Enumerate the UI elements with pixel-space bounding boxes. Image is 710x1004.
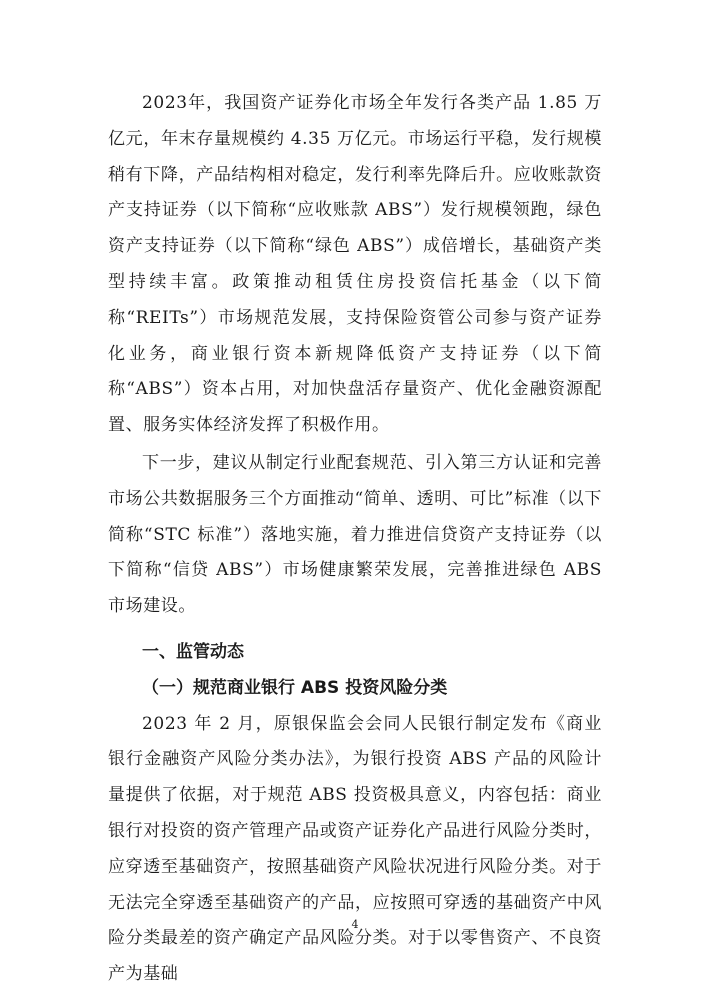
section-heading-regulatory: 一、监管动态 — [142, 641, 244, 662]
paragraph-next-steps: 下一步，建议从制定行业配套规范、引入第三方认证和完善市场公共数据服务三个方面推动“简单、透明、可比”标准（以下简称“STC 标准”）落地实施，着力推进信贷资产支持证券（以下简称“信贷 ABS”）市场健康繁荣发展，完善推进绿色 ABS 市场建设。 — [108, 452, 602, 617]
paragraph-risk-classification: 2023 年 2 月，原银保监会会同人民银行制定发布《商业银行金融资产风险分类办法》，为银行投资 ABS 产品的风险计量提供了依据，对于规范 ABS 投资极具意义，内容包括：商业银行对投资的资产管理产品或资产证券化产品进行风险分类时，应穿透至基础资产，按照基础资产风险状况进行风险分类。对于无法完全穿透至基础资产的产品，应按照可穿透的基础资产中风险分类最差的资产确定产品风险分类。对于以零售资产、不良资产为基础 — [108, 713, 602, 985]
document-page — [108, 86, 602, 993]
subsection-heading-abs-risk: （一）规范商业银行 ABS 投资风险分类 — [142, 677, 448, 698]
paragraph-market-overview: 2023年，我国资产证券化市场全年发行各类产品 1.85 万亿元，年末存量规模约 4.35 万亿元。市场运行平稳，发行规模稍有下降，产品结构相对稳定，发行利率先降后升。应收账款资产支持证券（以下简称“应收账款 ABS”）发行规模领跑，绿色资产支持证券（以下简称“绿色 ABS”）成倍增长，基础资产类型持续丰富。政策推动租赁住房投资信托基金（以下简称“REITs”）市场规范发展，支持保险资管公司参与资产证券化业务，商业银行资本新规降低资产支持证券（以下简称“ABS”）资本占用，对加快盘活存量资产、优化金融资源配置、服务实体经济发挥了积极作用。 — [108, 93, 602, 436]
page-number: 4 — [351, 918, 359, 931]
